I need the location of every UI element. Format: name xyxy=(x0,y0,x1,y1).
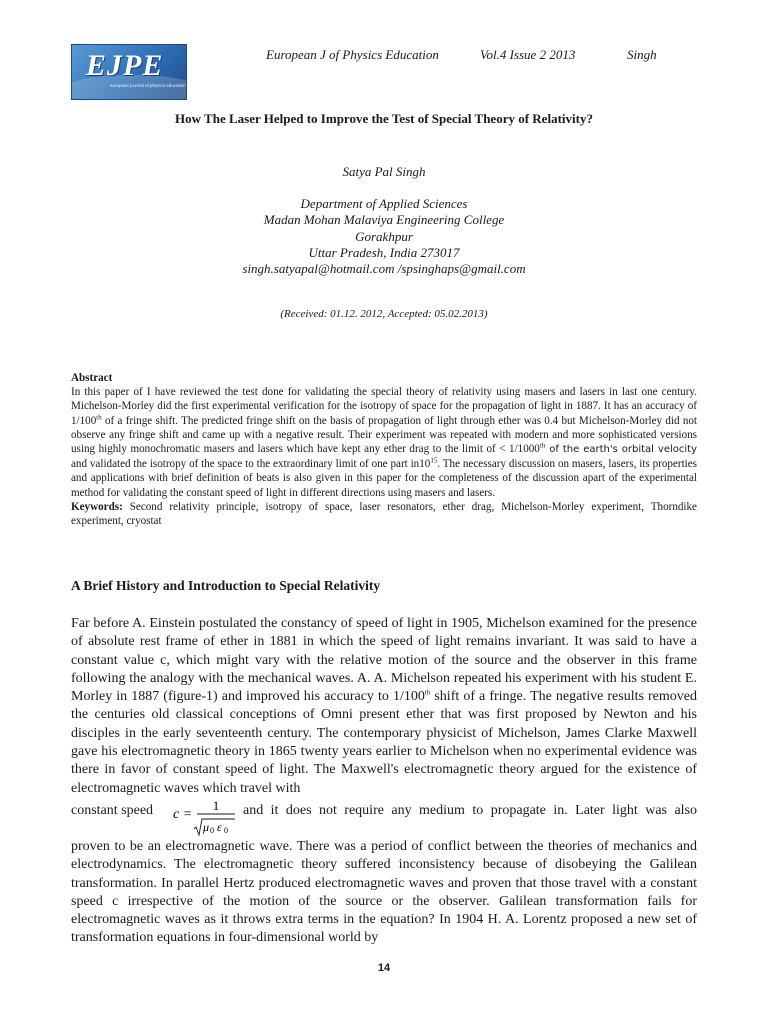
author-name: Satya Pal Singh xyxy=(342,164,426,179)
abstract-body xyxy=(71,385,697,500)
received-dates: (Received: 01.12. 2012, Accepted: 05.02.2013) xyxy=(280,308,488,320)
sqrt-sign xyxy=(194,819,235,835)
logo-text: EJPE xyxy=(86,49,164,82)
body-text: Far before A. Einstein postulated the constancy of speed of light in 1905, Michelson examined for the presence of absolute rest frame of ether in 1881 in which the speed of light remains invariant. It was said to have a constant value c, which might vary with the relative motion of the source and the observer in this frame following the analogy with the mechanical waves. A. A. Michelson repeated his experiment with his student E. Morley in 1887 (figure-1) and improved his accuracy to 1/100 xyxy=(71,616,697,705)
superscript: 15 xyxy=(430,456,438,465)
superscript: th xyxy=(96,412,102,421)
body-paragraph xyxy=(71,838,697,948)
keywords-list: Second relativity principle, isotropy of space, laser resonators, ether drag, Michelson-Morley experiment, Thorndike experiment, cryostat xyxy=(71,500,697,528)
keywords xyxy=(71,500,697,528)
abstract-heading: Abstract xyxy=(71,372,113,384)
body-text: shift of a fringe. The negative results removed the centuries old classical conceptions of Omni present ether that was first proposed by Newton and his disciples in the early seventeenth century. The contemporary physicist of Michelson, James Clarke Maxwell gave his electromagnetic theory in 1865 twenty years earlier to Michelson when no experimental evidence was there in favor of constant speed of light. The Maxwell's electromagnetic theory argued for the existence of electromagnetic waves which travel with xyxy=(71,689,697,796)
body-text: proven to be an electromagnetic wave. There was a period of conflict between the theories of mechanics and electrodynamics. The electromagnetic theory suffered inconsistency because of disobeying the Galilean transformation. In parallel Hertz produced electromagnetic waves and proven that those travel with a constant speed c irrespective of the motion of the source or the observer. Galilean transformation fails for electromagnetic waves as it throws extra terms in the equation? In 1904 H. A. Lorentz proposed a new set of transformation equations in four-dimensional world by xyxy=(71,839,697,946)
header-volume: Vol.4 Issue 2 2013 xyxy=(480,47,576,62)
equation-mu: μ xyxy=(203,820,210,834)
abstract-text: of a fringe shift. The predicted fringe shift on the basis of propagation of light through ether was 0.4 but Michelson-Morley did not observe any fringe shift and came up with a negative result. Their experiment was repeated with modern and more sophisticated versions using highly monochromatic masers and lasers which have kept any ether drag to the limit of < 1/1000 xyxy=(71,414,697,456)
equation-lhs: c = xyxy=(173,807,193,822)
equation-epsilon: ε xyxy=(217,820,222,834)
body-paragraph xyxy=(71,615,697,798)
affiliation-email: singh.satyapal@hotmail.com /spsinghaps@gmail.com xyxy=(242,261,526,276)
superscript: th xyxy=(424,688,431,697)
equation-suffix: and it does not require any medium to propagate in. Later light was also xyxy=(243,803,697,818)
affiliation-college: Madan Mohan Malaviya Engineering College xyxy=(263,212,505,227)
abstract-text-sans: of the earth's orbital velocity xyxy=(545,444,697,456)
abstract-text: In this paper of I have reviewed the test done for validating the special theory of relativity using masers and lasers in last one century. Michelson-Morley did the first experimental verification for the isotropy of space for the propagation of light in 1887. It has an accuracy of 1/100 xyxy=(71,386,697,427)
speed-of-light-equation xyxy=(173,796,239,838)
equation-epsilon-subscript: 0 xyxy=(224,826,228,835)
equation-mu-subscript: 0 xyxy=(210,826,214,835)
logo-subtitle: european journal of physics education xyxy=(110,83,186,88)
paper-title: How The Laser Helped to Improve the Test of Special Theory of Relativity? xyxy=(175,111,593,126)
equation-line xyxy=(71,796,697,838)
affiliation-department: Department of Applied Sciences xyxy=(300,196,468,211)
header-author: Singh xyxy=(627,47,657,62)
equation-numerator: 1 xyxy=(212,798,220,813)
equation-prefix: constant speed xyxy=(71,803,154,818)
affiliation-state: Uttar Pradesh, India 273017 xyxy=(308,245,460,260)
affiliation-city: Gorakhpur xyxy=(355,229,413,244)
header-journal: European J of Physics Education xyxy=(266,47,439,62)
abstract-text: and validated the isotropy of the space to the extraordinary limit of one part in10 xyxy=(71,458,431,471)
journal-logo xyxy=(71,44,187,100)
page-number: 14 xyxy=(377,962,391,974)
abstract-text: . The necessary discussion on masers, lasers, its properties and applications with brief definition of beats is also given in this paper for the completeness of the discussion apart of the experimental method for validating the constant speed of light in different directions using masers and lasers. xyxy=(71,458,697,499)
superscript: th xyxy=(539,441,546,450)
keywords-label: Keywords: xyxy=(71,500,123,513)
section-heading: A Brief History and Introduction to Special Relativity xyxy=(71,578,381,593)
abstract xyxy=(71,371,697,528)
